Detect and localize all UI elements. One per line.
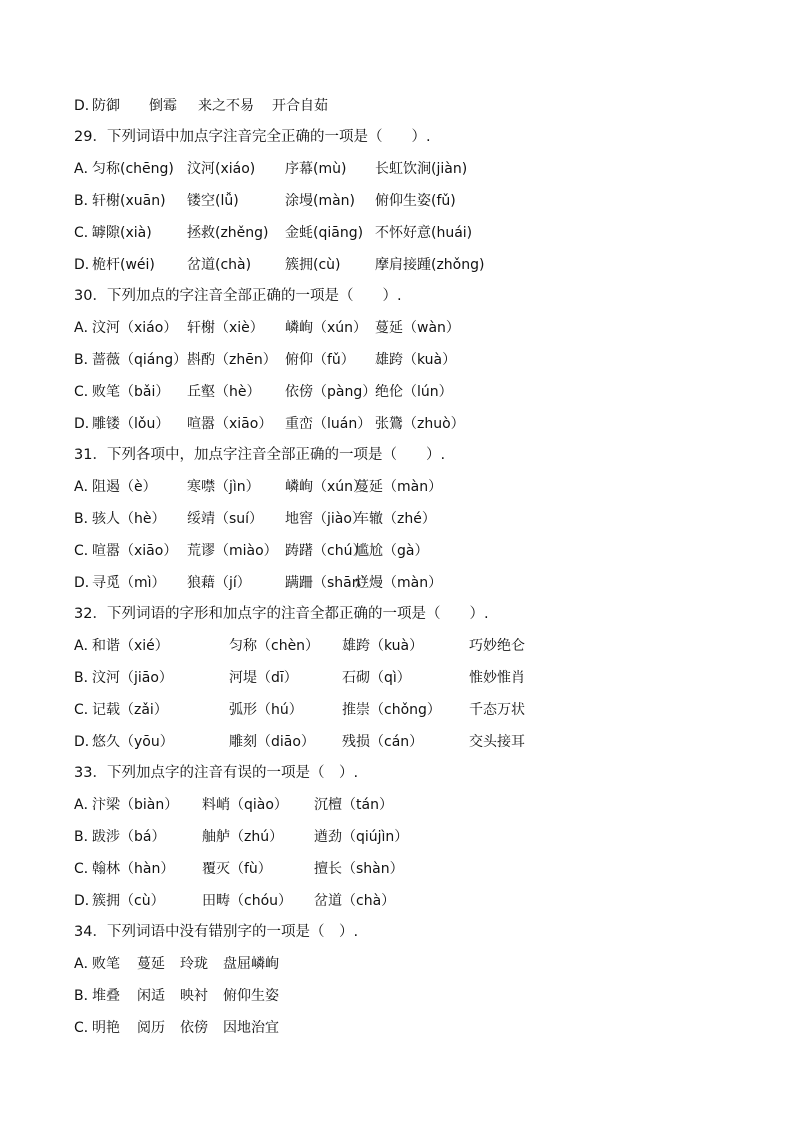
option-label: B． <box>74 193 98 209</box>
option-term: 摩肩接踵(zhǒng) <box>375 257 485 273</box>
option-term: 匀称（chèn） <box>229 638 320 654</box>
option-label: A． <box>74 320 98 336</box>
option-term: 地窖（jiào） <box>285 511 366 527</box>
option-term: 嶙峋（xún） <box>285 320 368 336</box>
option-term: 蔷薇（qiáng） <box>92 352 188 368</box>
option-term: 跋涉（bá） <box>92 829 166 845</box>
option-label: D． <box>74 257 99 273</box>
option-label: D． <box>74 575 99 591</box>
option-term: 簇拥(cù) <box>285 257 341 273</box>
option-term: 因地治宜 <box>223 1020 279 1036</box>
option-term: 和谐（xié） <box>92 638 169 654</box>
option-term: 金蚝(qiāng) <box>285 225 364 241</box>
option-term: 喧嚣（xiāo） <box>187 416 273 432</box>
option-term: 阻遏（è） <box>92 479 157 495</box>
option-term: 依傍（pàng） <box>285 384 377 400</box>
option-term: 嶙峋（xún） <box>285 479 368 495</box>
option-term: 雄跨（kuà） <box>375 352 457 368</box>
option-term: 蔓延（wàn） <box>375 320 460 336</box>
option-label: B． <box>74 829 98 845</box>
question-stem: 30．下列加点的字注音全部正确的一项是（ ）. <box>74 288 402 304</box>
question-stem: 32．下列词语的字形和加点字的注音全都正确的一项是（ ）. <box>74 606 489 622</box>
option-term: 雕镂（lǒu） <box>92 416 170 432</box>
option-term: 拯救(zhěng) <box>187 225 269 241</box>
option-term: 蹒跚（shān） <box>285 575 375 591</box>
option-term: 桅杆(wéi) <box>92 257 155 273</box>
option-term: 蔓延（màn） <box>355 479 443 495</box>
option-term: 俯仰（fǔ） <box>285 352 355 368</box>
option-term: 堆叠 <box>92 988 120 1004</box>
option-term: 残损（cán） <box>342 734 424 750</box>
option-term: 悠久（yōu） <box>92 734 174 750</box>
option-term: 遒劲（qiújìn） <box>314 829 409 845</box>
option-term: 阅历 <box>137 1020 165 1036</box>
option-term: 防御 <box>92 98 120 114</box>
option-term: 序幕(mù) <box>285 161 347 177</box>
option-term: 开合自茹 <box>272 98 328 114</box>
option-term: 巧妙绝仑 <box>469 638 525 654</box>
option-term: 烂熳（màn） <box>355 575 443 591</box>
option-term: 匀称(chēng) <box>92 161 174 177</box>
option-term: 尴尬（gà） <box>355 543 429 559</box>
option-term: 狼藉（jí） <box>187 575 251 591</box>
question-stem: 29．下列词语中加点字注音完全正确的一项是（ ）. <box>74 129 431 145</box>
option-term: 俯仰生姿(fǔ) <box>375 193 456 209</box>
option-label: C． <box>74 384 98 400</box>
option-term: 惟妙惟肖 <box>469 670 525 686</box>
option-label: B． <box>74 988 98 1004</box>
option-label: D． <box>74 416 99 432</box>
option-term: 蔓延 <box>137 956 165 972</box>
option-label: A． <box>74 638 98 654</box>
question-stem: 33．下列加点字的注音有误的一项是（ ）. <box>74 765 359 781</box>
option-term: 重峦（luán） <box>285 416 372 432</box>
option-term: 倒霉 <box>149 98 177 114</box>
option-term: 明艳 <box>92 1020 120 1036</box>
option-term: 斟酌（zhēn） <box>187 352 277 368</box>
option-term: 雕刻（diāo） <box>229 734 315 750</box>
option-term: 田畴（chóu） <box>202 893 293 909</box>
option-term: 依傍 <box>180 1020 208 1036</box>
option-term: 汴梁（biàn） <box>92 797 179 813</box>
option-term: 料峭（qiào） <box>202 797 288 813</box>
option-label: A． <box>74 797 98 813</box>
option-label: A． <box>74 956 98 972</box>
option-label: B． <box>74 511 98 527</box>
option-term: 岔道（chà） <box>314 893 396 909</box>
option-term: 记载（zǎi） <box>92 702 168 718</box>
option-term: 簇拥（cù） <box>92 893 165 909</box>
option-term: 罅隙(xià) <box>92 225 152 241</box>
option-label: A． <box>74 161 98 177</box>
option-term: 镂空(lǚ) <box>187 193 239 209</box>
option-term: 擅长（shàn） <box>314 861 404 877</box>
option-label: B． <box>74 352 98 368</box>
option-term: 闲适 <box>137 988 165 1004</box>
option-label: C． <box>74 861 98 877</box>
option-term: 岔道(chà) <box>187 257 252 273</box>
option-term: 不怀好意(huái) <box>375 225 473 241</box>
option-term: 败笔 <box>92 956 120 972</box>
option-term: 盘屈嶙峋 <box>223 956 279 972</box>
option-term: 弧形（hú） <box>229 702 303 718</box>
option-term: 覆灭（fù） <box>202 861 272 877</box>
question-stem: 31．下列各项中，加点字注音全部正确的一项是（ ）. <box>74 447 446 463</box>
option-term: 映衬 <box>180 988 208 1004</box>
option-term: 张鷟（zhuò） <box>375 416 465 432</box>
option-term: 寻觅（mì） <box>92 575 166 591</box>
option-term: 雄跨（kuà） <box>342 638 424 654</box>
option-term: 推崇（chǒng） <box>342 702 441 718</box>
option-term: 汶河(xiáo) <box>187 161 256 177</box>
option-term: 涂墁(màn) <box>285 193 356 209</box>
option-term: 荒谬（miào） <box>187 543 278 559</box>
option-label: C． <box>74 1020 98 1036</box>
option-term: 寒噤（jìn） <box>187 479 260 495</box>
option-term: 俯仰生姿 <box>223 988 279 1004</box>
option-term: 交头接耳 <box>469 734 525 750</box>
option-term: 汶河（xiáo） <box>92 320 178 336</box>
option-term: 绝伦（lún） <box>375 384 453 400</box>
option-label: B． <box>74 670 98 686</box>
question-stem: 34．下列词语中没有错别字的一项是（ ）. <box>74 924 359 940</box>
option-term: 喧嚣（xiāo） <box>92 543 178 559</box>
option-term: 踌躇（chú） <box>285 543 367 559</box>
option-term: 败笔（bǎi） <box>92 384 170 400</box>
option-term: 车辙（zhé） <box>355 511 436 527</box>
option-term: 骇人（hè） <box>92 511 166 527</box>
option-term: 千态万状 <box>469 702 525 718</box>
option-term: 来之不易 <box>198 98 254 114</box>
option-label: D． <box>74 893 99 909</box>
option-term: 汶河（jiāo） <box>92 670 173 686</box>
option-term: 轩榭(xuān) <box>92 193 166 209</box>
option-term: 石砌（qì） <box>342 670 411 686</box>
option-term: 玲珑 <box>180 956 208 972</box>
option-label: C． <box>74 225 98 241</box>
option-term: 河堤（dī） <box>229 670 298 686</box>
option-label: D． <box>74 734 99 750</box>
option-label: D． <box>74 98 99 114</box>
option-term: 绥靖（suí） <box>187 511 264 527</box>
option-term: 长虹饮涧(jiàn) <box>375 161 468 177</box>
option-term: 丘壑（hè） <box>187 384 261 400</box>
option-term: 翰林（hàn） <box>92 861 175 877</box>
option-term: 沉檀（tán） <box>314 797 393 813</box>
option-label: C． <box>74 702 98 718</box>
option-label: A． <box>74 479 98 495</box>
option-term: 舳舻（zhú） <box>202 829 284 845</box>
option-label: C． <box>74 543 98 559</box>
option-term: 轩榭（xiè） <box>187 320 264 336</box>
